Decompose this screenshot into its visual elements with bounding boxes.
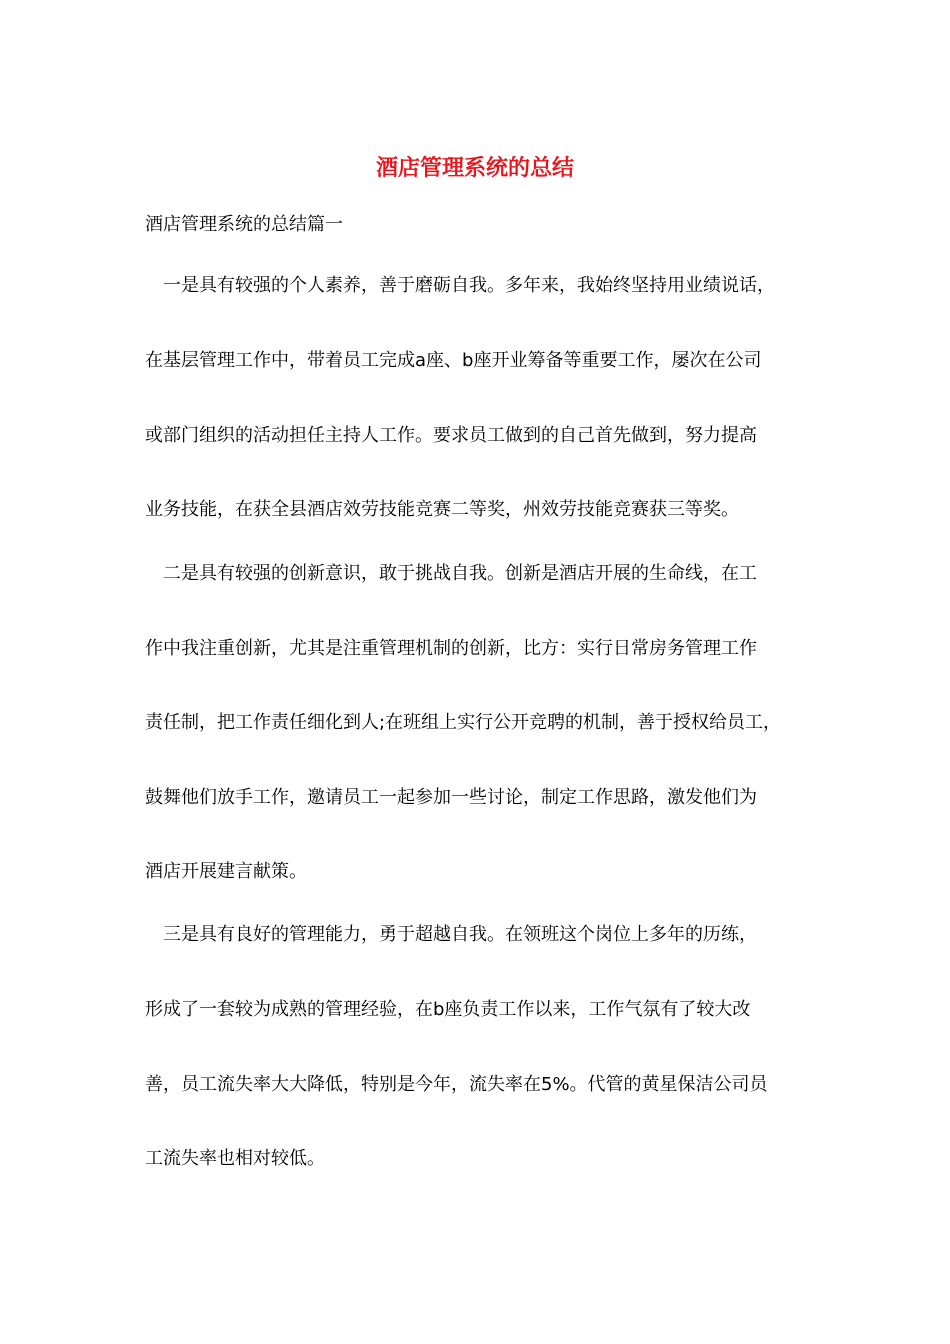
paragraph-1-line-1: 一是具有较强的个人素养，善于磨砺自我。多年来，我始终坚持用业绩说话，: [163, 275, 775, 296]
paragraph-3-line-2: 形成了一套较为成熟的管理经验，在b座负责工作以来，工作气氛有了较大改: [145, 999, 751, 1020]
section-heading: 酒店管理系统的总结篇一: [145, 214, 343, 235]
paragraph-1-line-3: 或部门组织的活动担任主持人工作。要求员工做到的自己首先做到，努力提高: [145, 425, 757, 446]
paragraph-1-line-4: 业务技能，在获全县酒店效劳技能竞赛二等奖，州效劳技能竞赛获三等奖。: [145, 499, 739, 520]
paragraph-1-line-2: 在基层管理工作中，带着员工完成a座、b座开业筹备等重要工作，屡次在公司: [145, 350, 762, 371]
paragraph-2-line-3: 责任制，把工作责任细化到人;在班组上实行公开竞聘的机制，善于授权给员工，: [145, 712, 782, 733]
paragraph-2-line-2: 作中我注重创新，尤其是注重管理机制的创新，比方：实行日常房务管理工作: [145, 638, 757, 659]
paragraph-3-line-4: 工流失率也相对较低。: [145, 1148, 325, 1169]
paragraph-3-line-1: 三是具有良好的管理能力，勇于超越自我。在领班这个岗位上多年的历练，: [163, 924, 757, 945]
paragraph-3-line-3: 善，员工流失率大大降低，特别是今年，流失率在5%。代管的黄星保洁公司员: [145, 1074, 768, 1095]
document-title: 酒店管理系统的总结: [375, 155, 574, 181]
paragraph-2-line-5: 酒店开展建言献策。: [145, 861, 307, 882]
paragraph-2-line-1: 二是具有较强的创新意识，敢于挑战自我。创新是酒店开展的生命线，在工: [163, 563, 757, 584]
paragraph-2-line-4: 鼓舞他们放手工作，邀请员工一起参加一些讨论，制定工作思路，激发他们为: [145, 787, 757, 808]
